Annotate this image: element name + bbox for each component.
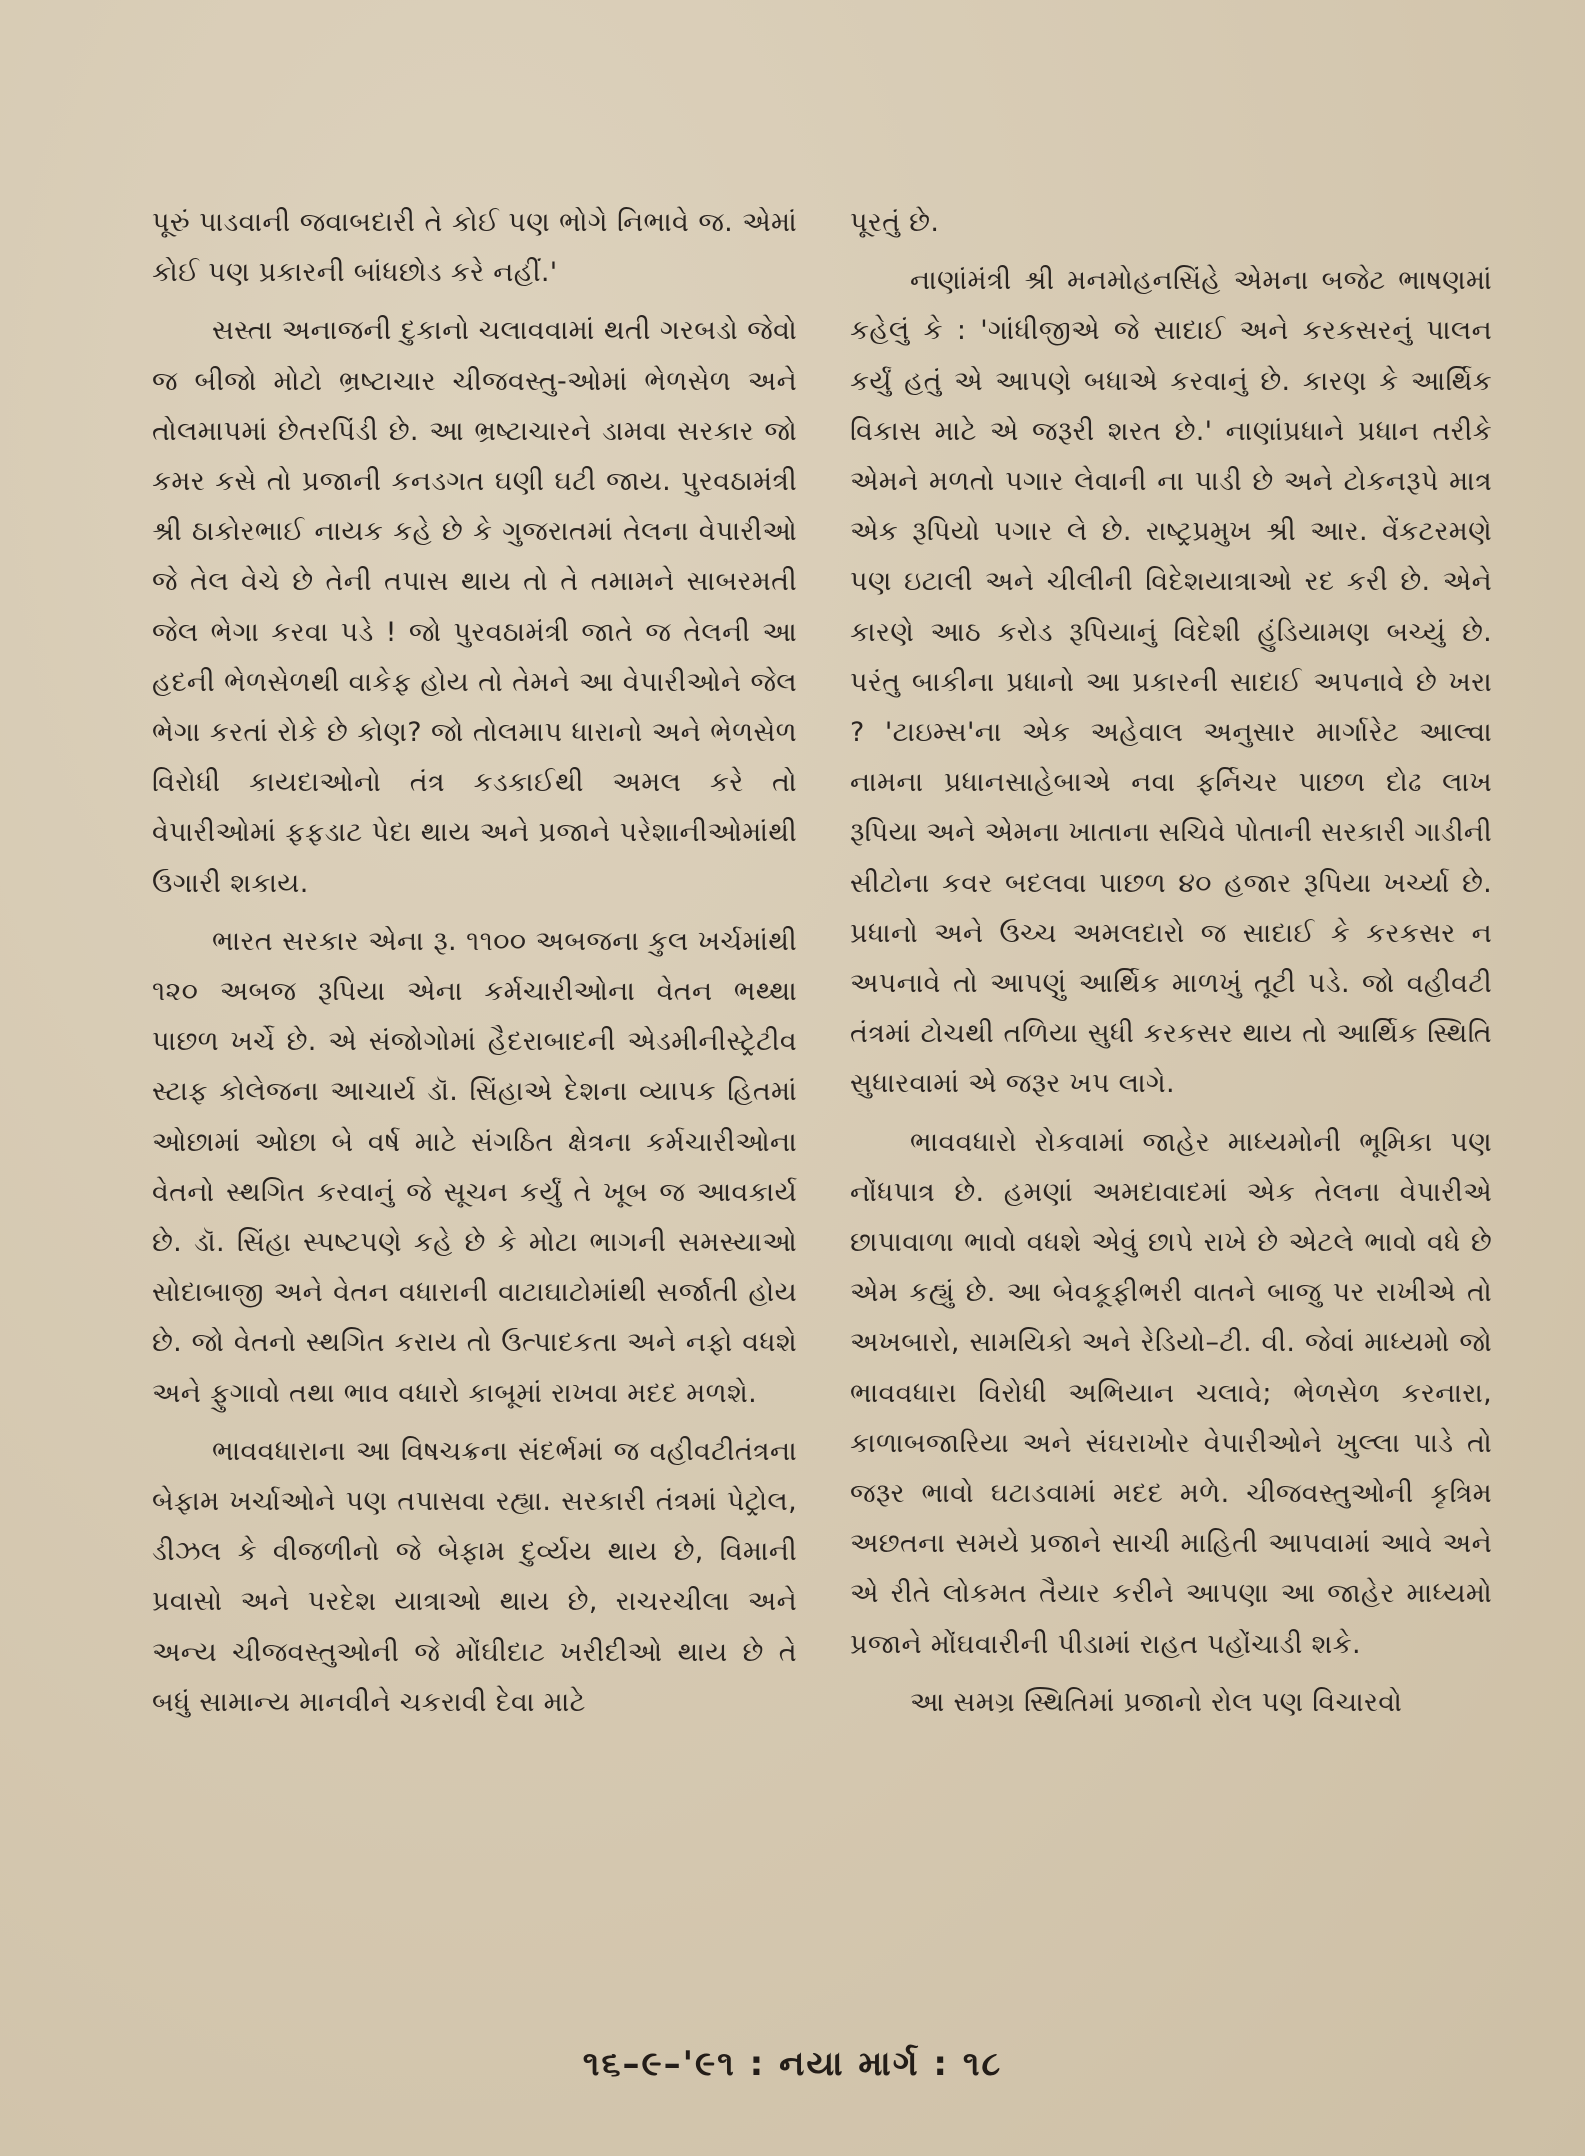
paragraph: આ સમગ્ર સ્થિતિમાં પ્રજાનો રોલ પણ વિચારવો xyxy=(910,1686,1403,1718)
page-footer: ૧૬–૯–'૯૧ : નયા માર્ગ : ૧૮ xyxy=(582,2044,1003,2084)
paragraph: પૂરતું છે. xyxy=(850,207,940,238)
paragraph: ભાવવધારો રોકવામાં જાહેર માધ્યમોની ભૂમિકા પણ નોંધપાત્ર છે. હમણાં અમદાવાદમાં એક તેલના વેપારીએ છાપાવાળા ભાવો વધશે એવું છાપે રાખે છે એટલે ભાવો વધે છે એમ કહ્યું છે. આ બેવકૂફીભરી વાતને બાજુ પર રાખીએ તો અખબારો, સામયિકો અને રેડિયો–ટી. વી. જેવાં માધ્યમો જો ભાવવધારા વિરોધી અભિયાન ચલાવે; ભેળસેળ કરનારા, કાળાબજારિયા અને સંઘરાખોર વેપારીઓને ખુલ્લા પાડે તો જરૂર ભાવો ઘટાડવામાં મદદ મળે. ચીજવસ્તુઓની કૃત્રિમ અછતના સમયે પ્રજાને સાચી માહિતી આપવામાં આવે અને એ રીતે લોકમત તૈયાર કરીને આપણા આ જાહેર માધ્યમો પ્રજાને મોંઘવારીની પીડામાં રાહત પહોંચાડી શકે. xyxy=(850,1126,1492,1660)
paragraph: ભાવવધારાના આ વિષચક્રના સંદર્ભમાં જ વહીવટીતંત્રના બેફામ ખર્ચાઓને પણ તપાસવા રહ્યા. સરકારી તંત્રમાં પેટ્રોલ, ડીઝલ કે વીજળીનો જે બેફામ દુર્વ્યય થાય છે, વિમાની પ્રવાસો અને પરદેશ યાત્રાઓ થાય છે, રાચરચીલા અને અન્ય ચીજવસ્તુઓની જે મોંઘીદાટ ખરીદીઓ થાય છે તે બધું સામાન્ય માનવીને ચકરાવી દેવા માટે xyxy=(152,1435,797,1718)
paragraph: પૂરું પાડવાની જવાબદારી તે કોઈ પણ ભોગે નિભાવે જ. એમાં કોઈ પણ પ્રકારની બાંધછોડ કરે નહીં.' xyxy=(152,207,797,289)
right-column xyxy=(850,198,1492,1728)
left-column xyxy=(152,198,797,1728)
paragraph: સસ્તા અનાજની દુકાનો ચલાવવામાં થતી ગરબડો જેવો જ બીજો મોટો ભ્રષ્ટાચાર ચીજવસ્તુ-ઓમાં ભેળસેળ અને તોલમાપમાં છેતરપિંડી છે. આ ભ્રષ્ટાચારને ડામવા સરકાર જો કમર કસે તો પ્રજાની કનડગત ઘણી ઘટી જાય. પુરવઠામંત્રી શ્રી ઠાકોરભાઈ નાયક કહે છે કે ગુજરાતમાં તેલના વેપારીઓ જે તેલ વેચે છે તેની તપાસ થાય તો તે તમામને સાબરમતી જેલ ભેગા કરવા પડે ! જો પુરવઠામંત્રી જાતે જ તેલની આ હદની ભેળસેળથી વાકેફ હોય તો તેમને આ વેપારીઓને જેલ ભેગા કરતાં રોકે છે કોણ? જો તોલમાપ ધારાનો અને ભેળસેળ વિરોધી કાયદાઓનો તંત્ર કડકાઈથી અમલ કરે તો વેપારીઓમાં ફફડાટ પેદા થાય અને પ્રજાને પરેશાનીઓમાંથી ઉગારી શકાય. xyxy=(152,315,797,899)
paragraph: ભારત સરકાર એના રૂ. ૧૧૦૦ અબજના કુલ ખર્ચમાંથી ૧૨૦ અબજ રૂપિયા એના કર્મચારીઓના વેતન ભથ્થા પાછળ ખર્ચે છે. એ સંજોગોમાં હૈદરાબાદની એડમીનીસ્ટ્રેટીવ સ્ટાફ કોલેજના આચાર્ય ડૉ. સિંહાએ દેશના વ્યાપક હિતમાં ઓછામાં ઓછા બે વર્ષ માટે સંગઠિત ક્ષેત્રના કર્મચારીઓના વેતનો સ્થગિત કરવાનું જે સૂચન કર્યું તે ખૂબ જ આવકાર્ય છે. ડૉ. સિંહા સ્પષ્ટપણે કહે છે કે મોટા ભાગની સમસ્યાઓ સોદાબાજી અને વેતન વધારાની વાટાઘાટોમાંથી સર્જાતી હોય છે. જો વેતનો સ્થગિત કરાય તો ઉત્પાદકતા અને નફો વધશે અને ફુગાવો તથા ભાવ વધારો કાબૂમાં રાખવા મદદ મળશે. xyxy=(152,925,797,1409)
paragraph: નાણાંમંત્રી શ્રી મનમોહનસિંહે એમના બજેટ ભાષણમાં કહેલું કે : 'ગાંધીજીએ જે સાદાઈ અને કરકસરનું પાલન કર્યું હતું એ આપણે બધાએ કરવાનું છે. કારણ કે આર્થિક વિકાસ માટે એ જરૂરી શરત છે.' નાણાંપ્રધાને પ્રધાન તરીકે એમને મળતો પગાર લેવાની ના પાડી છે અને ટોકનરૂપે માત્ર એક રૂપિયો પગાર લે છે. રાષ્ટ્રપ્રમુખ શ્રી આર. વેંકટરમણે પણ ઇટાલી અને ચીલીની વિદેશયાત્રાઓ રદ કરી છે. એને કારણે આઠ કરોડ રૂપિયાનું વિદેશી હુંડિયામણ બચ્યું છે. પરંતુ બાકીના પ્રધાનો આ પ્રકારની સાદાઈ અપનાવે છે ખરા ? 'ટાઇમ્સ'ના એક અહેવાલ અનુસાર માર્ગારેટ આલ્વા નામના પ્રધાનસાહેબાએ નવા ફર્નિચર પાછળ દોઢ લાખ રૂપિયા અને એમના ખાતાના સચિવે પોતાની સરકારી ગાડીની સીટોના કવર બદલવા પાછળ ૪૦ હજાર રૂપિયા ખર્ચ્યા છે. પ્રધાનો અને ઉચ્ચ અમલદારો જ સાદાઈ કે કરકસર ન અપનાવે તો આપણું આર્થિક માળખું તૂટી પડે. જો વહીવટી તંત્રમાં ટોચથી તળિયા સુધી કરકસર થાય તો આર્થિક સ્થિતિ સુધારવામાં એ જરૂર ખપ લાગે. xyxy=(850,265,1492,1100)
